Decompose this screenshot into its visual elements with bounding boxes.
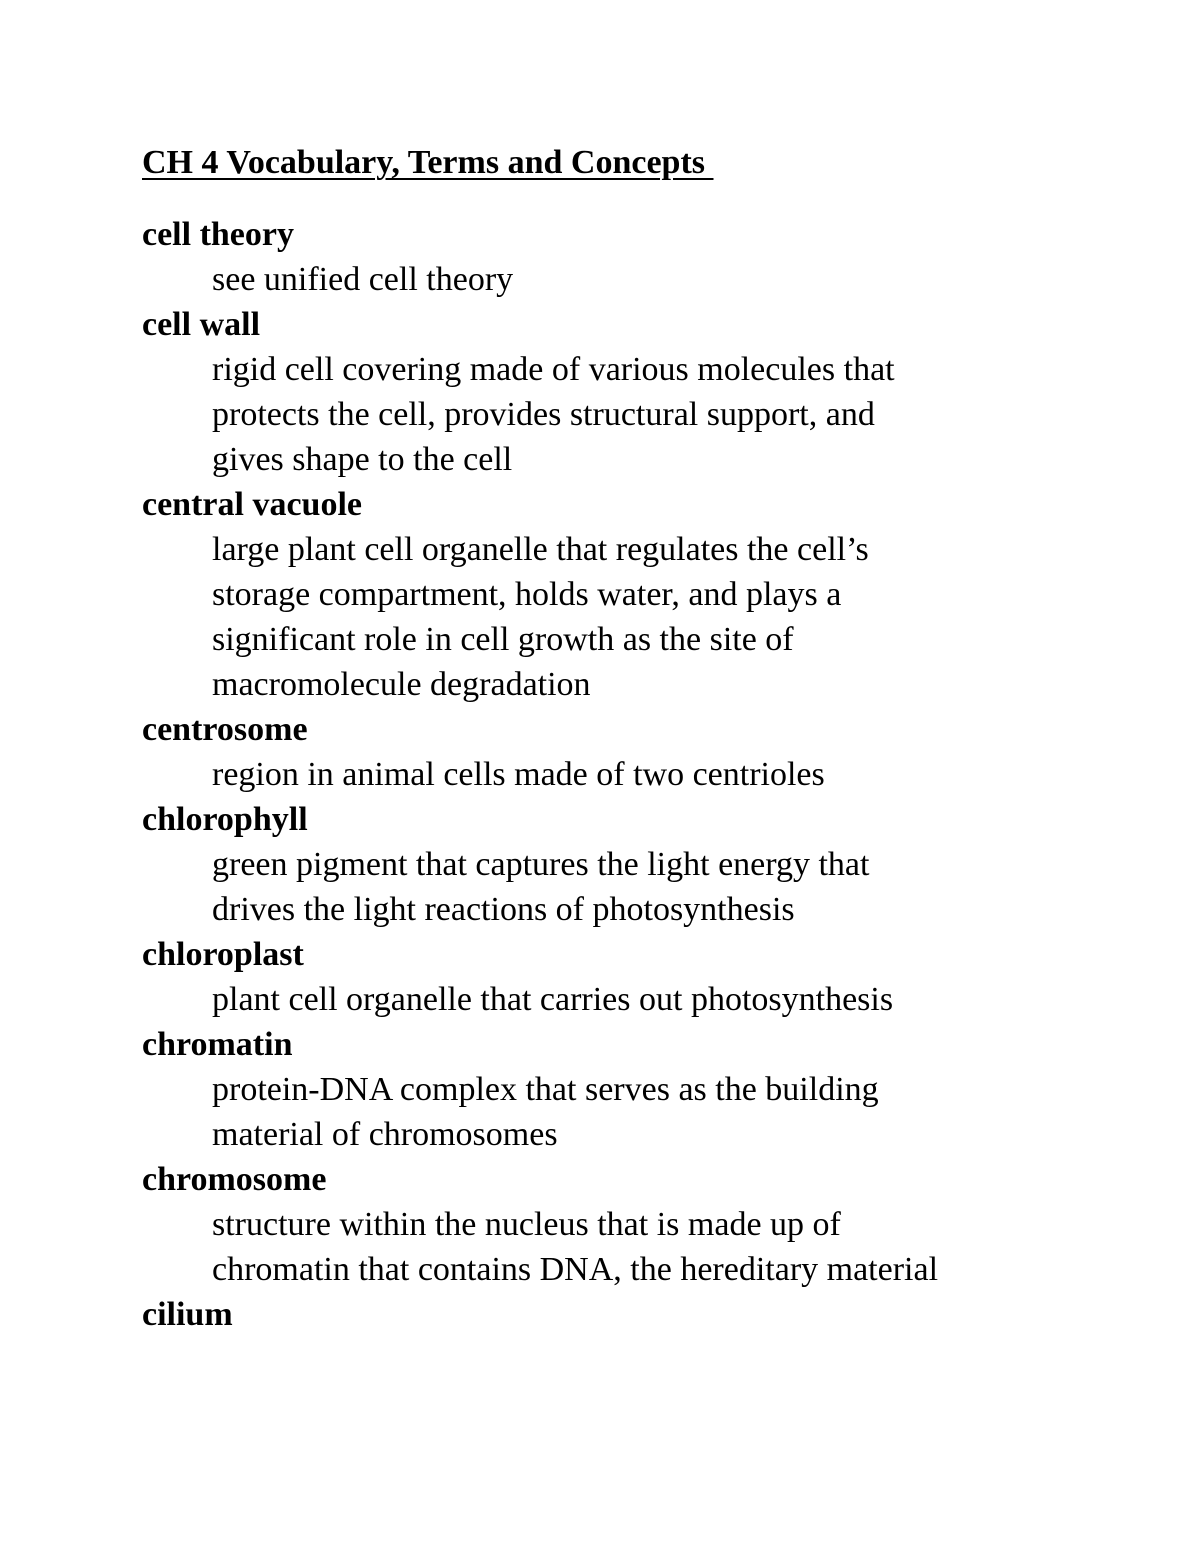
vocabulary-definition <box>212 1067 1142 1157</box>
vocabulary-entry <box>142 1022 1142 1157</box>
document-title: CH 4 Vocabulary, Terms and Concepts <box>142 144 714 181</box>
definition-line: material of chromosomes <box>212 1116 558 1153</box>
definition-line: plant cell organelle that carries out photosynthesis <box>212 981 894 1018</box>
document-page <box>142 140 1142 1337</box>
definition-line: macromolecule degradation <box>212 666 591 703</box>
vocabulary-term: chromatin <box>142 1026 293 1063</box>
vocabulary-entry <box>142 212 1142 302</box>
vocabulary-term: centrosome <box>142 711 308 748</box>
definition-line: protects the cell, provides structural support, and <box>212 396 875 433</box>
vocabulary-entry <box>142 1292 1142 1337</box>
vocabulary-definition <box>212 527 1142 707</box>
definition-line: drives the light reactions of photosynthesis <box>212 891 795 928</box>
definition-line: region in animal cells made of two centrioles <box>212 756 825 793</box>
definition-line: green pigment that captures the light energy that <box>212 846 870 883</box>
vocabulary-term: cilium <box>142 1296 233 1333</box>
vocabulary-definition <box>212 1202 1142 1292</box>
definition-line: protein-DNA complex that serves as the building <box>212 1071 879 1108</box>
vocabulary-term: cell theory <box>142 216 294 253</box>
vocabulary-term: chlorophyll <box>142 801 308 838</box>
vocabulary-term: chloroplast <box>142 936 304 973</box>
vocabulary-entry <box>142 482 1142 707</box>
definition-line: chromatin that contains DNA, the hereditary material <box>212 1251 939 1288</box>
vocabulary-definition <box>212 977 1142 1022</box>
vocabulary-entry <box>142 932 1142 1022</box>
vocabulary-definition <box>212 752 1142 797</box>
definition-line: structure within the nucleus that is made up of <box>212 1206 841 1243</box>
vocabulary-term: cell wall <box>142 306 261 343</box>
definition-line: significant role in cell growth as the site of <box>212 621 794 658</box>
definition-line: gives shape to the cell <box>212 441 513 478</box>
vocabulary-definition <box>212 347 1142 482</box>
vocabulary-definition <box>212 257 1142 302</box>
vocabulary-term: chromosome <box>142 1161 327 1198</box>
definition-line: see unified cell theory <box>212 261 514 298</box>
vocabulary-entry <box>142 1157 1142 1292</box>
vocabulary-entry <box>142 797 1142 932</box>
vocabulary-term: central vacuole <box>142 486 362 523</box>
vocabulary-entry <box>142 302 1142 482</box>
vocabulary-definition <box>212 842 1142 932</box>
vocabulary-list <box>142 212 1142 1337</box>
definition-line: rigid cell covering made of various molecules that <box>212 351 895 388</box>
vocabulary-entry <box>142 707 1142 797</box>
definition-line: large plant cell organelle that regulates the cell’s <box>212 531 869 568</box>
definition-line: storage compartment, holds water, and plays a <box>212 576 842 613</box>
